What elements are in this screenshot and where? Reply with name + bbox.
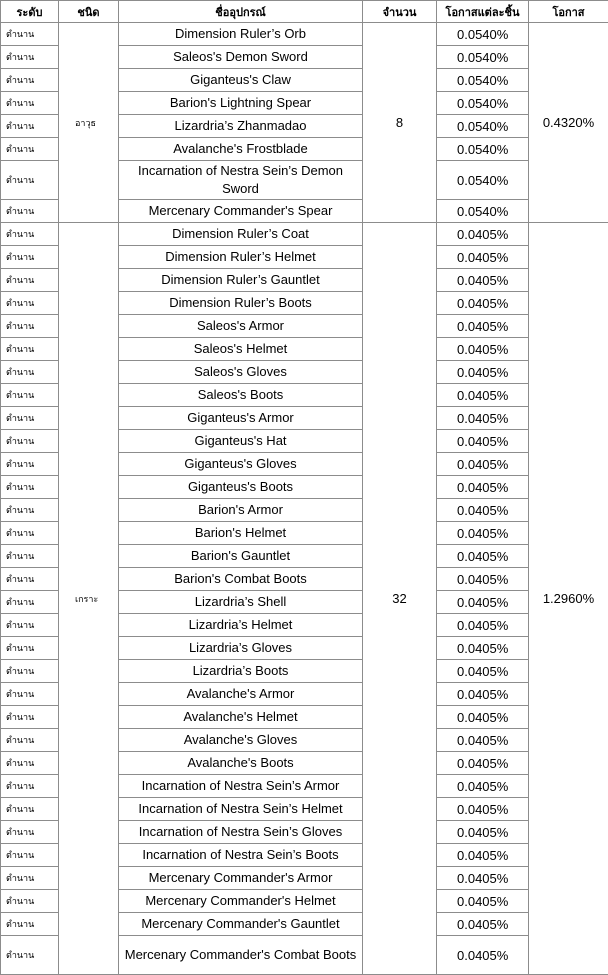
item-name-cell: Saleos's Armor bbox=[119, 315, 363, 338]
count-cell: 8 bbox=[363, 23, 437, 223]
tier-cell: ตำนาน bbox=[1, 23, 59, 46]
item-name-cell: Incarnation of Nestra Sein’s Helmet bbox=[119, 798, 363, 821]
rate-each-cell: 0.0405% bbox=[437, 821, 529, 844]
tier-cell: ตำนาน bbox=[1, 315, 59, 338]
rate-each-cell: 0.0405% bbox=[437, 752, 529, 775]
rate-each-cell: 0.0405% bbox=[437, 867, 529, 890]
rate-each-cell: 0.0405% bbox=[437, 361, 529, 384]
rate-each-cell: 0.0405% bbox=[437, 522, 529, 545]
tier-cell: ตำนาน bbox=[1, 844, 59, 867]
rate-each-cell: 0.0405% bbox=[437, 890, 529, 913]
item-name-cell: Barion's Combat Boots bbox=[119, 568, 363, 591]
item-name-cell: Lizardria’s Shell bbox=[119, 591, 363, 614]
tier-cell: ตำนาน bbox=[1, 890, 59, 913]
rate-each-cell: 0.0405% bbox=[437, 591, 529, 614]
header-row bbox=[1, 1, 608, 23]
item-name-cell: Avalanche's Armor bbox=[119, 683, 363, 706]
rate-each-cell: 0.0405% bbox=[437, 430, 529, 453]
tier-cell: ตำนาน bbox=[1, 798, 59, 821]
item-name-cell: Mercenary Commander's Gauntlet bbox=[119, 913, 363, 936]
rate-total-cell: 1.2960% bbox=[529, 223, 608, 975]
item-name-cell: Barion's Armor bbox=[119, 499, 363, 522]
header-count: จำนวน bbox=[363, 1, 437, 23]
tier-cell: ตำนาน bbox=[1, 614, 59, 637]
rate-each-cell: 0.0540% bbox=[437, 200, 529, 223]
tier-cell: ตำนาน bbox=[1, 338, 59, 361]
rate-each-cell: 0.0405% bbox=[437, 568, 529, 591]
item-name-cell: Giganteus's Gloves bbox=[119, 453, 363, 476]
tier-cell: ตำนาน bbox=[1, 246, 59, 269]
tier-cell: ตำนาน bbox=[1, 913, 59, 936]
tier-cell: ตำนาน bbox=[1, 384, 59, 407]
item-name-cell: Incarnation of Nestra Sein’s Gloves bbox=[119, 821, 363, 844]
rate-each-cell: 0.0405% bbox=[437, 315, 529, 338]
tier-cell: ตำนาน bbox=[1, 138, 59, 161]
tier-cell: ตำนาน bbox=[1, 775, 59, 798]
item-name-cell: Avalanche's Helmet bbox=[119, 706, 363, 729]
item-name-cell: Mercenary Commander's Armor bbox=[119, 867, 363, 890]
header-rate-each: โอกาสแต่ละชิ้น bbox=[437, 1, 529, 23]
rate-each-cell: 0.0405% bbox=[437, 683, 529, 706]
tier-cell: ตำนาน bbox=[1, 407, 59, 430]
header-rate-total: โอกาส bbox=[529, 1, 608, 23]
item-name-cell: Lizardria’s Zhanmadao bbox=[119, 115, 363, 138]
tier-cell: ตำนาน bbox=[1, 867, 59, 890]
tier-cell: ตำนาน bbox=[1, 69, 59, 92]
rate-each-cell: 0.0405% bbox=[437, 798, 529, 821]
tier-cell: ตำนาน bbox=[1, 430, 59, 453]
rate-each-cell: 0.0405% bbox=[437, 269, 529, 292]
rate-each-cell: 0.0405% bbox=[437, 844, 529, 867]
item-name-cell: Saleos's Demon Sword bbox=[119, 46, 363, 69]
rate-each-cell: 0.0405% bbox=[437, 499, 529, 522]
item-name-cell: Saleos's Boots bbox=[119, 384, 363, 407]
item-name-cell: Mercenary Commander's Combat Boots bbox=[119, 936, 363, 975]
rate-each-cell: 0.0405% bbox=[437, 729, 529, 752]
tier-cell: ตำนาน bbox=[1, 522, 59, 545]
item-name-cell: Dimension Ruler’s Boots bbox=[119, 292, 363, 315]
rate-total-cell: 0.4320% bbox=[529, 23, 608, 223]
rate-each-cell: 0.0405% bbox=[437, 545, 529, 568]
tier-cell: ตำนาน bbox=[1, 821, 59, 844]
tier-cell: ตำนาน bbox=[1, 729, 59, 752]
tier-cell: ตำนาน bbox=[1, 46, 59, 69]
item-name-cell: Incarnation of Nestra Sein’s Boots bbox=[119, 844, 363, 867]
tier-cell: ตำนาน bbox=[1, 115, 59, 138]
tier-cell: ตำนาน bbox=[1, 361, 59, 384]
item-name-cell: Avalanche's Frostblade bbox=[119, 138, 363, 161]
header-type: ชนิด bbox=[59, 1, 119, 23]
item-name-cell: Saleos's Gloves bbox=[119, 361, 363, 384]
tier-cell: ตำนาน bbox=[1, 545, 59, 568]
rate-each-cell: 0.0405% bbox=[437, 614, 529, 637]
tier-cell: ตำนาน bbox=[1, 683, 59, 706]
item-name-cell: Giganteus's Hat bbox=[119, 430, 363, 453]
item-name-cell: Avalanche's Gloves bbox=[119, 729, 363, 752]
item-name-cell: Lizardria’s Helmet bbox=[119, 614, 363, 637]
rate-each-cell: 0.0540% bbox=[437, 46, 529, 69]
rate-each-cell: 0.0405% bbox=[437, 223, 529, 246]
tier-cell: ตำนาน bbox=[1, 292, 59, 315]
table-row bbox=[1, 223, 608, 246]
item-name-cell: Incarnation of Nestra Sein’s Armor bbox=[119, 775, 363, 798]
item-name-cell: Incarnation of Nestra Sein’s Demon Sword bbox=[119, 161, 363, 200]
tier-cell: ตำนาน bbox=[1, 706, 59, 729]
rate-each-cell: 0.0540% bbox=[437, 161, 529, 200]
table-body bbox=[1, 23, 608, 975]
rate-each-cell: 0.0405% bbox=[437, 637, 529, 660]
item-name-cell: Lizardria’s Boots bbox=[119, 660, 363, 683]
type-cell: อาวุธ bbox=[59, 23, 119, 223]
tier-cell: ตำนาน bbox=[1, 161, 59, 200]
item-name-cell: Giganteus's Boots bbox=[119, 476, 363, 499]
item-name-cell: Barion's Gauntlet bbox=[119, 545, 363, 568]
rate-each-cell: 0.0405% bbox=[437, 706, 529, 729]
tier-cell: ตำนาน bbox=[1, 453, 59, 476]
rate-each-cell: 0.0405% bbox=[437, 292, 529, 315]
item-name-cell: Saleos's Helmet bbox=[119, 338, 363, 361]
tier-cell: ตำนาน bbox=[1, 200, 59, 223]
rate-each-cell: 0.0540% bbox=[437, 92, 529, 115]
rate-each-cell: 0.0405% bbox=[437, 913, 529, 936]
tier-cell: ตำนาน bbox=[1, 499, 59, 522]
item-name-cell: Barion's Lightning Spear bbox=[119, 92, 363, 115]
rate-each-cell: 0.0540% bbox=[437, 69, 529, 92]
item-name-cell: Lizardria’s Gloves bbox=[119, 637, 363, 660]
tier-cell: ตำนาน bbox=[1, 269, 59, 292]
rate-each-cell: 0.0405% bbox=[437, 775, 529, 798]
tier-cell: ตำนาน bbox=[1, 223, 59, 246]
tier-cell: ตำนาน bbox=[1, 752, 59, 775]
tier-cell: ตำนาน bbox=[1, 637, 59, 660]
item-name-cell: Mercenary Commander's Spear bbox=[119, 200, 363, 223]
rate-each-cell: 0.0405% bbox=[437, 384, 529, 407]
type-cell: เกราะ bbox=[59, 223, 119, 975]
item-name-cell: Giganteus's Armor bbox=[119, 407, 363, 430]
tier-cell: ตำนาน bbox=[1, 936, 59, 975]
rate-each-cell: 0.0405% bbox=[437, 660, 529, 683]
rate-each-cell: 0.0405% bbox=[437, 453, 529, 476]
item-name-cell: Dimension Ruler’s Coat bbox=[119, 223, 363, 246]
rate-each-cell: 0.0405% bbox=[437, 476, 529, 499]
tier-cell: ตำนาน bbox=[1, 476, 59, 499]
item-name-cell: Avalanche's Boots bbox=[119, 752, 363, 775]
item-name-cell: Dimension Ruler’s Helmet bbox=[119, 246, 363, 269]
item-name-cell: Dimension Ruler’s Orb bbox=[119, 23, 363, 46]
tier-cell: ตำนาน bbox=[1, 591, 59, 614]
rate-each-cell: 0.0405% bbox=[437, 407, 529, 430]
item-name-cell: Mercenary Commander's Helmet bbox=[119, 890, 363, 913]
rate-each-cell: 0.0540% bbox=[437, 23, 529, 46]
rate-each-cell: 0.0405% bbox=[437, 246, 529, 269]
header-tier: ระดับ bbox=[1, 1, 59, 23]
item-name-cell: Dimension Ruler’s Gauntlet bbox=[119, 269, 363, 292]
tier-cell: ตำนาน bbox=[1, 568, 59, 591]
rate-each-cell: 0.0540% bbox=[437, 115, 529, 138]
rate-each-cell: 0.0540% bbox=[437, 138, 529, 161]
tier-cell: ตำนาน bbox=[1, 660, 59, 683]
tier-cell: ตำนาน bbox=[1, 92, 59, 115]
item-name-cell: Barion's Helmet bbox=[119, 522, 363, 545]
rate-each-cell: 0.0405% bbox=[437, 338, 529, 361]
item-name-cell: Giganteus's Claw bbox=[119, 69, 363, 92]
count-cell: 32 bbox=[363, 223, 437, 975]
header-name: ชื่ออุปกรณ์ bbox=[119, 1, 363, 23]
table-row bbox=[1, 23, 608, 46]
rate-each-cell: 0.0405% bbox=[437, 936, 529, 975]
